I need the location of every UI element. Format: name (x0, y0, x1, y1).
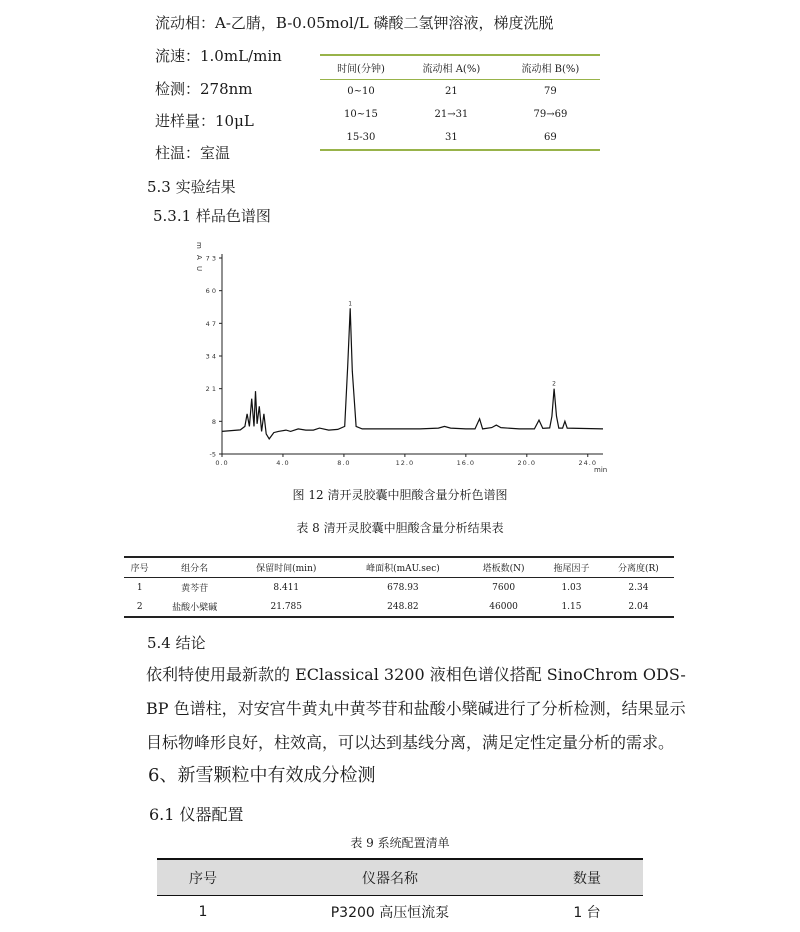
flow-rate-text: 流速：1.0mL/min (155, 47, 282, 65)
column-header: 峰面积(mAU.sec) (366, 564, 440, 574)
table-cell: 1.03 (561, 582, 582, 593)
table-row (320, 103, 600, 126)
table-cell: 678.93 (387, 582, 419, 593)
table-row (320, 126, 600, 150)
section-heading-6-1: 6.1 仪器配置 (149, 805, 244, 824)
y-axis-label: m A U (195, 242, 203, 274)
column-header: 保留时间(min) (256, 564, 317, 574)
table-cell: 15-30 (346, 132, 376, 143)
peak-labels (348, 300, 556, 387)
y-tick-label: 7 3 (205, 254, 216, 263)
table-cell: 1 (198, 904, 208, 920)
table-cell: 2 (136, 601, 143, 612)
y-tick-label: 3 4 (205, 352, 216, 361)
column-header: 分离度(R) (618, 564, 659, 574)
column-temp-text: 柱温：室温 (155, 144, 231, 162)
table-cell: P3200 高压恒流泵 (330, 905, 450, 921)
conclusion-paragraph: 依利特使用最新款的 EClassical 3200 液相色谱仪搭配 SinoChrom ODS-BP 色谱柱，对安宫牛黄丸中黄芩苷和盐酸小檗碱进行了分析检测，结果显示目标物峰形良好，柱效高，可以达到基线分离，满足定性定量分析的需求。 (146, 665, 686, 752)
mobile-phase-text: 流动相：A-乙腈，B-0.05mol/L 磷酸二氢钾溶液，梯度洗脱 (155, 14, 554, 32)
column-header: 组分名 (181, 564, 209, 574)
column-header: 拖尾因子 (553, 564, 590, 574)
results-table-header (124, 557, 674, 578)
x-tick-label: 20.0 (517, 459, 537, 467)
x-axis-label: min (594, 466, 608, 474)
table-cell: 2.04 (628, 601, 649, 612)
y-tick-label: 4 7 (205, 319, 216, 328)
table-cell: 248.82 (387, 601, 419, 612)
x-tick-label: 12.0 (395, 459, 415, 467)
table-cell: 盐酸小檗碱 (172, 603, 218, 613)
table-cell: 1 (136, 582, 143, 593)
y-axis-ticks (206, 255, 222, 459)
table-cell: 1.15 (561, 601, 582, 612)
column-header: 流动相 A(%) (422, 64, 481, 75)
peak-label: 1 (348, 300, 353, 308)
table-cell: 31 (445, 132, 458, 143)
table-cell: 79→69 (533, 109, 568, 120)
table-cell: 黄芩苷 (181, 584, 209, 594)
column-header: 仪器名称 (249, 859, 531, 896)
table-cell: 1 台 (573, 905, 601, 921)
gradient-table-header (320, 55, 600, 80)
x-axis-ticks (215, 454, 597, 467)
y-tick-label: -5 (209, 450, 216, 459)
table-cell: 10~15 (344, 109, 378, 120)
table-8-caption: 表 8 清开灵胶囊中胆酸含量分析结果表 (296, 521, 504, 535)
x-tick-label: 8.0 (337, 459, 351, 467)
table-row (157, 896, 643, 929)
y-tick-label: 6 0 (205, 287, 216, 296)
table-cell: 21.785 (270, 601, 303, 612)
detection-text: 检测：278nm (155, 80, 253, 98)
column-header: 序号 (130, 564, 149, 574)
peak-label: 2 (552, 380, 556, 388)
system-table-header (157, 859, 643, 896)
table-cell: 79 (544, 86, 557, 97)
y-tick-label: 2 1 (205, 385, 216, 394)
table-cell: 8.411 (273, 582, 300, 593)
table-cell: 21 (445, 86, 458, 97)
figure-12-caption: 图 12 清开灵胶囊中胆酸含量分析色谱图 (292, 488, 508, 502)
table-cell: 2.34 (628, 582, 649, 593)
table-row (124, 597, 674, 617)
column-header: 序号 (157, 859, 249, 896)
y-tick-label: 8 (211, 417, 216, 426)
results-table (124, 556, 674, 618)
table-cell: 7600 (492, 582, 516, 593)
column-header: 时间(分钟) (337, 64, 385, 75)
x-tick-label: 0.0 (215, 459, 229, 467)
table-9-caption: 表 9 系统配置清单 (350, 836, 450, 850)
table-row (320, 80, 600, 104)
column-header: 数量 (531, 859, 643, 896)
section-heading-5-3: 5.3 实验结果 (147, 178, 236, 196)
system-config-table (157, 858, 643, 928)
gradient-table (320, 54, 600, 151)
table-cell: 46000 (489, 601, 518, 612)
section-heading-5-4: 5.4 结论 (147, 634, 206, 652)
section-heading-5-3-1: 5.3.1 样品色谱图 (153, 207, 271, 225)
chromatogram-chart (180, 232, 620, 477)
x-tick-label: 4.0 (276, 459, 290, 467)
table-row (124, 578, 674, 598)
column-header: 流动相 B(%) (521, 64, 580, 75)
table-cell: 0~10 (347, 86, 375, 97)
column-header: 塔板数(N) (482, 564, 525, 574)
injection-text: 进样量：10μL (155, 112, 254, 130)
table-cell: 69 (544, 132, 557, 143)
x-tick-label: 16.0 (456, 459, 476, 467)
chromatogram-trace (222, 308, 603, 439)
section-heading-6: 6、新雪颗粒中有效成分检测 (148, 765, 376, 786)
table-cell: 21→31 (434, 109, 469, 120)
x-tick-label: 24.0 (578, 459, 598, 467)
